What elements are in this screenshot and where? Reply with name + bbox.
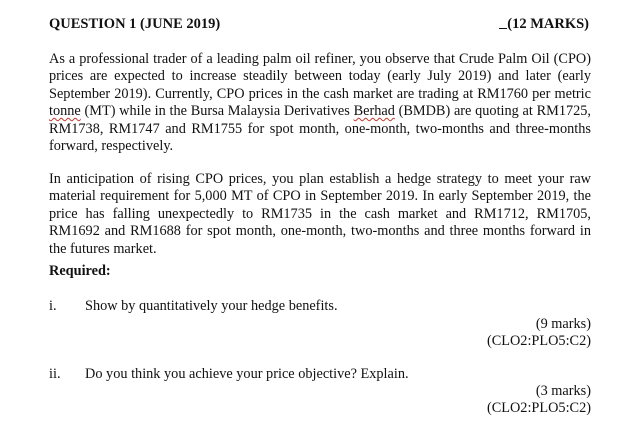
question-marks <box>487 383 591 418</box>
scenario-paragraph <box>49 51 591 155</box>
question-header <box>49 16 589 36</box>
question-number: ii. <box>49 366 61 382</box>
spellcheck-word-berhad: Berhad <box>353 103 395 120</box>
question-number: i. <box>49 298 57 314</box>
question-marks <box>487 316 591 351</box>
scenario-text-part3: (BMDB) are quoting at RM1725, RM1738, RM1747 and RM1755 for spot month, one-month, two-months and three-months forward, respectively. <box>49 103 591 155</box>
clo-code: (CLO2:PLO5:C2) <box>486 333 591 350</box>
marks-value: (9 marks) <box>535 316 591 332</box>
question-item <box>49 298 591 318</box>
scenario-text-part1: As a professional trader of a leading palm oil refiner, you observe that Crude Palm Oil (CPO) prices are expected to increase steadily between today (early July 2019) and later (early September 2019). Currently, CPO prices in the cash market are trading at RM1760 per metric <box>49 51 591 102</box>
hedge-paragraph: In anticipation of rising CPO prices, you plan establish a hedge strategy to meet your raw material requirement for 5,000 MT of CPO in September 2019. In early September 2019, the price has falling unexpectedly to RM1735 in the cash market and RM1712, RM1705, RM1692 and RM1688 for spot month, one-month, two-months and three months forward in the futures market. <box>49 171 591 257</box>
question-text: Show by quantitatively your hedge benefits. <box>85 298 338 314</box>
question-title: QUESTION 1 (JUNE 2019) <box>49 16 221 32</box>
marks-value: (3 marks) <box>535 383 591 399</box>
clo-code: (CLO2:PLO5:C2) <box>486 400 591 417</box>
required-heading: Required: <box>49 263 111 279</box>
spellcheck-word-tonne: tonne <box>49 103 81 120</box>
question-text: Do you think you achieve your price objective? Explain. <box>85 366 409 382</box>
total-marks-label: (12 MARKS) <box>507 16 589 32</box>
scenario-text-part2: (MT) while in the Bursa Malaysia Derivatives <box>80 103 354 120</box>
total-marks <box>499 16 589 33</box>
